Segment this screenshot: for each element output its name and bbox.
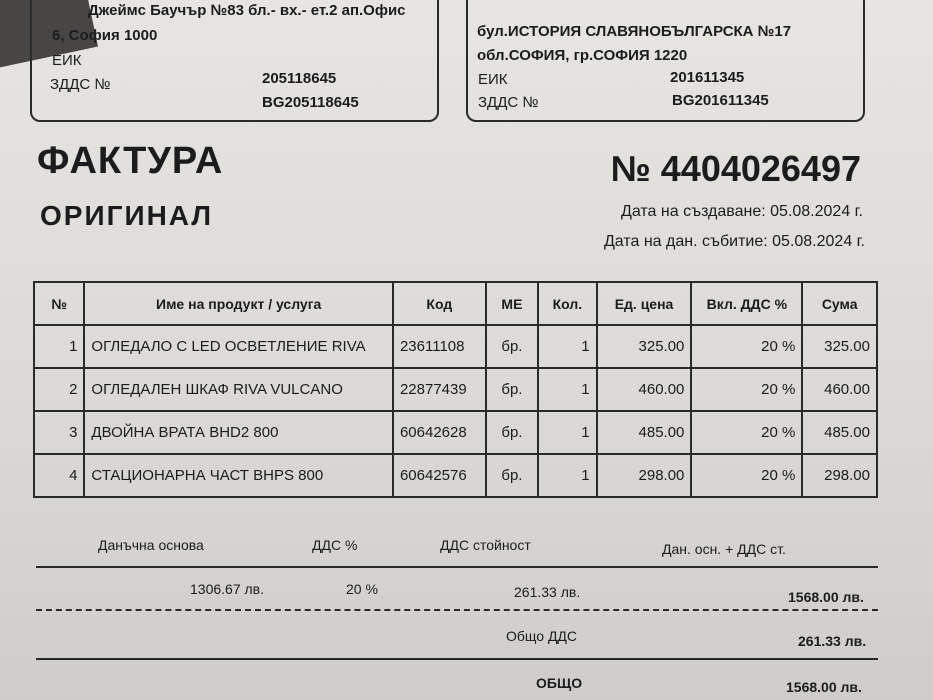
header-sum: Сума	[802, 282, 877, 325]
cell-unit-price: 325.00	[597, 325, 692, 368]
cell-code: 60642576	[393, 454, 486, 497]
cell-name: СТАЦИОНАРНА ЧАСТ BHPS 800	[84, 454, 393, 497]
summary-rule-top	[36, 566, 878, 568]
seller-address-line2: 6, София 1000	[52, 27, 158, 44]
buyer-vat-value: BG201611345	[672, 92, 769, 109]
seller-address-line1: Джеймс Баучър №83 бл.- вх.- ет.2 ап.Офис	[88, 2, 406, 19]
buyer-eik-value: 201611345	[670, 69, 745, 86]
cell-qty: 1	[538, 454, 596, 497]
total-vat-value: 261.33 лв.	[798, 633, 867, 649]
cell-no: 1	[34, 325, 84, 368]
cell-no: 4	[34, 454, 84, 497]
cell-name: ОГЛЕДАЛЕН ШКАФ RIVA VULCANO	[84, 368, 393, 411]
buyer-address-line1: бул.ИСТОРИЯ СЛАВЯНОБЪЛГАРСКА №17	[477, 23, 792, 40]
cell-sum: 298.00	[802, 454, 877, 497]
table-row	[34, 454, 877, 497]
table-header-row	[34, 282, 877, 325]
cell-no: 2	[34, 368, 84, 411]
buyer-address-line2: обл.СОФИЯ, гр.СОФИЯ 1220	[477, 47, 688, 64]
summary-vat-pct-label: ДДС %	[312, 537, 358, 553]
seller-vat-value: BG205118645	[262, 94, 359, 111]
cell-qty: 1	[538, 325, 596, 368]
buyer-vat-label: ЗДДС №	[478, 94, 539, 111]
total-vat-label: Общо ДДС	[506, 628, 578, 644]
cell-unit: бр.	[486, 454, 538, 497]
created-date-label: Дата на създаване:	[621, 203, 766, 220]
cell-qty: 1	[538, 411, 596, 454]
cell-sum: 485.00	[802, 411, 877, 454]
event-date-value: 05.08.2024 г.	[772, 233, 865, 250]
invoice-number: № 4404026497	[610, 148, 861, 189]
cell-qty: 1	[538, 368, 596, 411]
cell-vat-pct: 20 %	[691, 411, 802, 454]
event-date-line	[604, 233, 865, 251]
cell-unit-price: 460.00	[597, 368, 692, 411]
header-vat-pct: Вкл. ДДС %	[691, 282, 802, 325]
header-qty: Кол.	[538, 282, 596, 325]
cell-name: ДВОЙНА ВРАТА BHD2 800	[84, 411, 393, 454]
cell-vat-pct: 20 %	[691, 454, 802, 497]
table-row	[34, 325, 877, 368]
created-date-line	[621, 203, 863, 221]
cell-code: 22877439	[393, 368, 486, 411]
summary-rule-mid	[36, 609, 878, 611]
event-date-label: Дата на дан. събитие:	[603, 233, 768, 250]
summary-total-value: 1568.00 лв.	[788, 589, 864, 605]
cell-unit-price: 298.00	[597, 454, 692, 497]
summary-base-value: 1306.67 лв.	[190, 581, 264, 597]
created-date-value: 05.08.2024 г.	[770, 203, 863, 220]
header-code: Код	[393, 282, 486, 325]
table-row	[34, 368, 877, 411]
seller-eik-label: ЕИК	[52, 52, 82, 69]
cell-name: ОГЛЕДАЛО С LED ОСВЕТЛЕНИЕ RIVA	[84, 325, 393, 368]
cell-sum: 460.00	[802, 368, 877, 411]
invoice-subtitle: ОРИГИНАЛ	[40, 200, 214, 231]
summary-rule-bottom	[36, 658, 878, 660]
summary-base-label: Данъчна основа	[98, 537, 204, 553]
grand-total-value: 1568.00 лв.	[786, 679, 862, 695]
cell-vat-pct: 20 %	[691, 368, 802, 411]
header-name: Име на продукт / услуга	[84, 282, 393, 325]
seller-eik-value: 205118645	[262, 70, 337, 87]
summary-vat-value-label: ДДС стойност	[440, 537, 531, 553]
cell-sum: 325.00	[802, 325, 877, 368]
grand-total-label: ОБЩО	[536, 675, 583, 691]
items-table	[33, 281, 878, 498]
cell-code: 23611108	[393, 325, 486, 368]
buyer-eik-label: ЕИК	[478, 71, 508, 88]
cell-unit: бр.	[486, 368, 538, 411]
summary-vat-pct-value: 20 %	[346, 581, 378, 597]
table-row	[34, 411, 877, 454]
cell-code: 60642628	[393, 411, 486, 454]
header-no: №	[34, 282, 84, 325]
cell-unit: бр.	[486, 325, 538, 368]
cell-no: 3	[34, 411, 84, 454]
cell-vat-pct: 20 %	[691, 325, 802, 368]
seller-vat-label: ЗДДС №	[50, 76, 111, 93]
summary-vat-value: 261.33 лв.	[514, 584, 581, 600]
invoice-title: ФАКТУРА	[37, 140, 224, 182]
summary-total-label: Дан. осн. + ДДС ст.	[662, 541, 786, 557]
header-unit-price: Ед. цена	[597, 282, 692, 325]
header-unit: МЕ	[486, 282, 538, 325]
cell-unit: бр.	[486, 411, 538, 454]
cell-unit-price: 485.00	[597, 411, 692, 454]
